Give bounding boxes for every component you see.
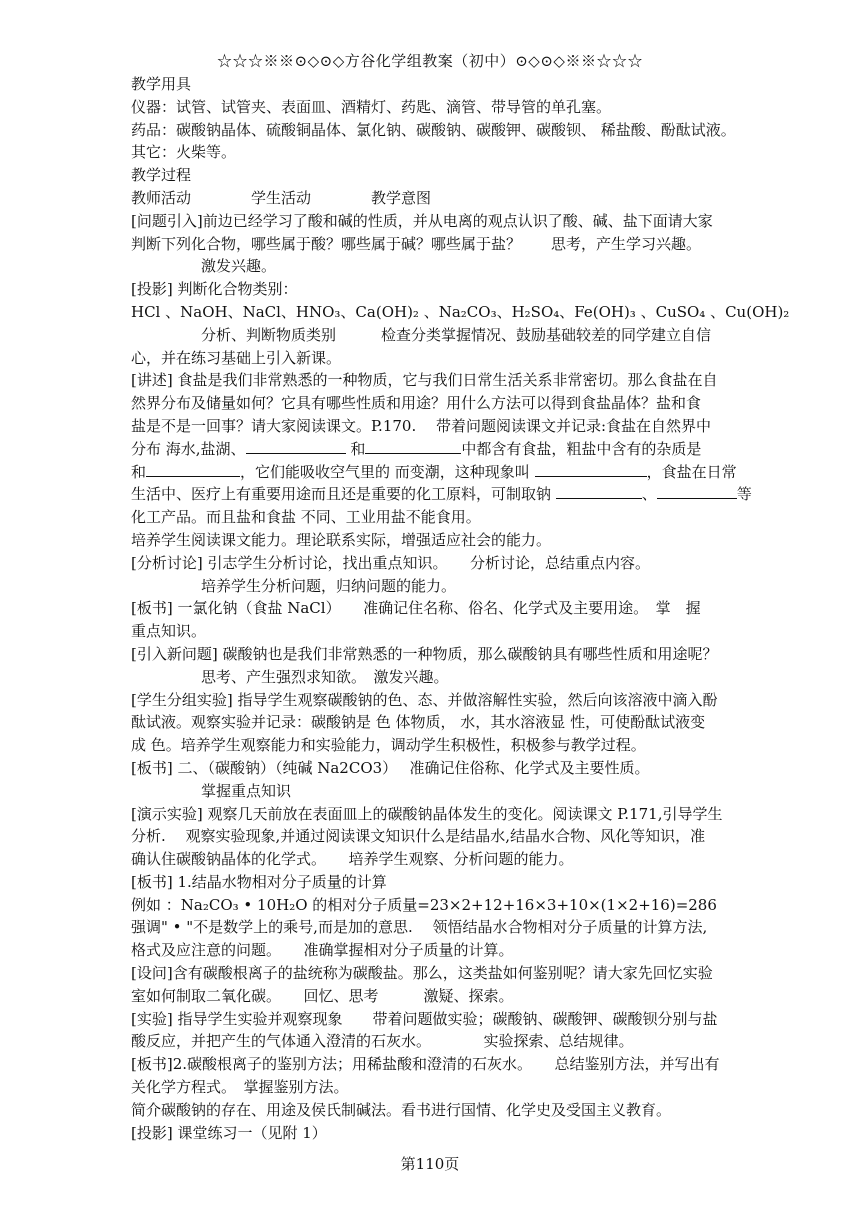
text-line: [实验] 指导学生实验并观察现象 带着问题做实验；碳酸钠、碳酸钾、碳酸钡分别与盐: [131, 1009, 718, 1028]
text-line: [投影] 判断化合物类别：: [131, 280, 298, 299]
text-line: 化工产品。而且盐和食盐 不同、工业用盐不能食用。: [131, 508, 481, 527]
text-line: [分析讨论] 引志学生分析讨论，找出重点知识。 分析讨论，总结重点内容。: [131, 553, 650, 572]
answer-blank[interactable]: [556, 484, 642, 499]
answer-blank[interactable]: [657, 484, 737, 499]
text-line: 强调" • "不是数学上的乘号,而是加的意思. 领悟结晶水合物相对分子质量的计算方法,: [131, 918, 708, 937]
text-line: 培养学生阅读课文能力。理论联系实际，增强适应社会的能力。: [131, 530, 552, 549]
text-line: [讲述] 食盐是我们非常熟悉的一种物质，它与我们日常生活关系非常密切。那么食盐在自: [131, 371, 718, 390]
section-heading-tools: 教学用具: [131, 75, 192, 93]
text-line: 重点知识。: [131, 622, 207, 641]
text-line: 室如何制取二氧化碳。 回忆、思考 激疑、探索。: [131, 986, 514, 1005]
text-fragment: ，食盐在日常: [646, 462, 737, 481]
reagents-line: 药品：碳酸钠晶体、硫酸铜晶体、氯化钠、碳酸钠、碳酸钾、碳酸钡、 稀盐酸、酚酞试液。: [131, 120, 736, 139]
text-line: 判断下列化合物，哪些属于酸？哪些属于碱？哪些属于盐？ 思考，产生学习兴趣。: [131, 234, 702, 253]
text-line: [引入新问题] 碳酸钠也是我们非常熟悉的一种物质，那么碳酸钠具有哪些性质和用途呢？: [131, 644, 718, 663]
text-fragment: 分布 海水,盐湖、: [131, 439, 246, 458]
compound-list-line: HCl 、NaOH、NaCl、HNO₃、Ca(OH)₂ 、Na₂CO₃、H₂SO₄、Fe(OH)₃ 、CuSO₄ 、Cu(OH)₂: [131, 302, 790, 321]
text-line: [演示实验] 观察几天前放在表面皿上的碳酸钠晶体发生的变化。阅读课文 P.171,引导学生: [131, 804, 723, 823]
text-line: 分析、判断物质类别 检查分类掌握情况、鼓励基础较差的同学建立自信: [201, 325, 712, 344]
page-header: ☆☆☆※※⊙◇⊙◇方谷化学组教案（初中）⊙◇⊙◇※※☆☆☆: [217, 52, 643, 70]
text-line: 确认住碳酸钠晶体的化学式。 培养学生观察、分析问题的能力。: [131, 850, 574, 869]
text-line: [板书] 一氯化钠（食盐 NaCl） 准确记住名称、俗名、化学式及主要用途。 掌 握: [131, 599, 701, 618]
fill-in-line: [131, 438, 807, 461]
activity-columns-line: 教师活动 学生活动 教学意图: [131, 188, 432, 207]
answer-blank[interactable]: [535, 462, 647, 477]
text-line: 培养学生分析问题，归纳问题的能力。: [201, 576, 457, 595]
text-line: [板书]2.碳酸根离子的鉴别方法；用稀盐酸和澄清的石灰水。 总结鉴别方法，并写出有: [131, 1055, 720, 1074]
text-line: [设问]含有碳酸根离子的盐统称为碳酸盐。那么，这类盐如何鉴别呢？请大家先回忆实验: [131, 964, 713, 983]
text-line: 简介碳酸钠的存在、用途及侯氏制碱法。看书进行国情、化学史及受国主义教育。: [131, 1100, 672, 1119]
text-line: 格式及应注意的问题。 准确掌握相对分子质量的计算。: [131, 941, 514, 960]
answer-blank[interactable]: [146, 462, 240, 477]
text-fragment: 、: [641, 485, 657, 504]
text-line: 分析. 观察实验现象,并通过阅读课文知识什么是结晶水,结晶水合物、风化等知识，准: [131, 827, 706, 846]
text-line: [问题引入]前边已经学习了酸和碱的性质，并从电离的观点认识了酸、碱、盐下面请大家: [131, 211, 713, 230]
page-number: 第110页: [400, 1155, 460, 1173]
text-line: [投影] 课堂练习一（见附 1）: [131, 1123, 327, 1142]
text-line: 酞试液。观察实验并记录：碳酸钠是 色 体物质， 水，其水溶液显 性，可使酚酞试液变: [131, 713, 706, 732]
text-line: 掌握重点知识: [201, 781, 292, 800]
answer-blank[interactable]: [365, 439, 461, 454]
text-fragment: 等: [736, 485, 752, 504]
text-line: 成 色。培养学生观察能力和实验能力，调动学生积极性，积极参与教学过程。: [131, 736, 646, 755]
answer-blank[interactable]: [246, 439, 346, 454]
text-line: 关化学方程式。 掌握鉴别方法。: [131, 1078, 349, 1097]
text-line: 激发兴趣。: [201, 257, 277, 276]
text-line: [学生分组实验] 指导学生观察碳酸钠的色、态、并做溶解性实验，然后向该溶液中滴入酚: [131, 690, 718, 709]
fill-in-line: [131, 483, 807, 506]
text-line: 心，并在练习基础上引入新课。: [131, 348, 342, 367]
text-fragment: 和: [350, 439, 366, 458]
text-line: 酸反应，并把产生的气体通入澄清的石灰水。 实验探索、总结规律。: [131, 1032, 634, 1051]
text-line: 然界分布及储量如何？它具有哪些性质和用途？用什么方法可以得到食盐晶体？盐和食: [131, 394, 702, 413]
text-fragment: 中都含有食盐，粗盐中含有的杂质是: [461, 439, 702, 458]
text-line: 思考、产生强烈求知欲。 激发兴趣。: [201, 667, 449, 686]
text-line: 盐是不是一回事？请大家阅读课文。P.170. 带着问题阅读课文并记录:食盐在自然界中: [131, 416, 712, 435]
text-line: [板书] 二、（碳酸钠）（纯碱 Na2CO3） 准确记住俗称、化学式及主要性质。: [131, 758, 650, 777]
instruments-line: 仪器：试管、试管夹、表面皿、酒精灯、药匙、滴管、带导管的单孔塞。: [131, 97, 612, 116]
text-fragment: 和: [131, 462, 147, 481]
text-fragment: 生活中、医疗上有重要用途而且还是重要的化工原料，可制取钠: [131, 485, 552, 504]
section-heading-process: 教学过程: [131, 166, 192, 185]
text-line: [板书] 1.结晶水物相对分子质量的计算: [131, 872, 387, 891]
fill-in-line: [131, 461, 807, 484]
lesson-plan-body: [131, 73, 807, 1144]
formula-example-line: 例如 ：Na₂CO₃ • 10H₂O 的相对分子质量=23×2+12+16×3+10×(1×2+16)=286: [131, 895, 717, 914]
other-items-line: 其它：火柴等。: [131, 143, 237, 162]
text-fragment: ，它们能吸收空气里的 而变潮，这种现象叫: [240, 462, 530, 481]
